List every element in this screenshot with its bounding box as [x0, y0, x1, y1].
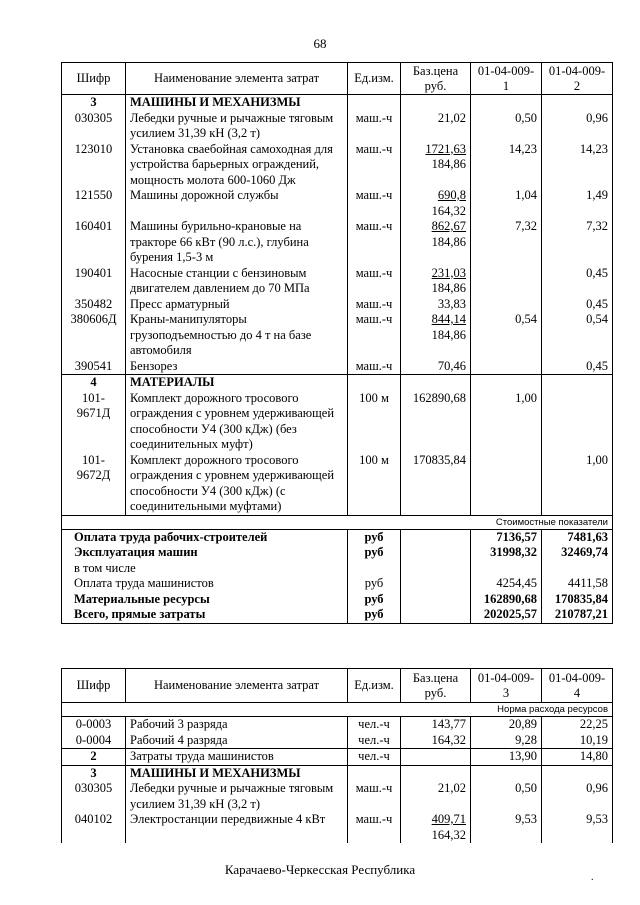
unit-cell: 100 м [348, 453, 401, 516]
header-name: Наименование элемента затрат [126, 63, 348, 95]
unit-cell: руб [348, 576, 401, 592]
price-operator-wage: 184,86 [431, 327, 466, 342]
value-col1: 1,04 [471, 188, 542, 219]
code-cell: 040102 [62, 812, 126, 843]
header-base-price: Баз.цена руб. [401, 669, 471, 703]
value-col1: 20,89 [471, 717, 542, 733]
unit-cell: 100 м [348, 391, 401, 453]
table-row [62, 717, 613, 733]
table-row [62, 391, 613, 453]
name-cell: Лебедки ручные и рычажные тяговым усилием 31,39 кН (3,2 т) [126, 111, 348, 142]
base-price-cell [401, 111, 471, 142]
header-unit: Ед.изм. [348, 63, 401, 95]
name-cell: Бензорез [126, 359, 348, 375]
base-price-cell [401, 453, 471, 516]
totals-label: Эксплуатация машин [62, 545, 348, 561]
header-name: Наименование элемента затрат [126, 669, 348, 703]
materials-section [62, 375, 613, 391]
table-row [62, 312, 613, 359]
value-col1: 9,28 [471, 733, 542, 749]
header-col1: 01-04-009-3 [471, 669, 542, 703]
value-col2: 0,45 [542, 359, 613, 375]
unit-cell: маш.-ч [348, 266, 401, 297]
value-col1: 14,23 [471, 142, 542, 189]
base-price-cell [401, 717, 471, 733]
unit-cell: маш.-ч [348, 312, 401, 359]
machines-section [62, 95, 613, 111]
operator-labor-row [62, 749, 613, 766]
value-col1: 162890,68 [471, 592, 542, 608]
section-header [62, 765, 613, 781]
section-title: МАТЕРИАЛЫ [126, 375, 348, 391]
price-value: 33,83 [437, 296, 466, 311]
price-value: 70,46 [437, 358, 466, 373]
code-cell: 030305 [62, 781, 126, 812]
resource-table-2 [61, 668, 613, 843]
totals-row [62, 561, 613, 577]
value-col2: 0,96 [542, 111, 613, 142]
table-row [62, 453, 613, 516]
base-price-cell [401, 142, 471, 189]
table-row [62, 111, 613, 142]
value-col1 [471, 297, 542, 313]
value-col2: 32469,74 [542, 545, 613, 561]
totals-label: Материальные ресурсы [62, 592, 348, 608]
value-col1: 9,53 [471, 812, 542, 843]
code-cell: 101-9672Д [62, 453, 126, 516]
workers-list [62, 717, 613, 749]
value-col2: 0,45 [542, 266, 613, 297]
section-number: 3 [62, 765, 126, 781]
base-price-cell [401, 812, 471, 843]
name-cell: Рабочий 4 разряда [126, 733, 348, 749]
code-cell: 0-0004 [62, 733, 126, 749]
value-col1: 31998,32 [471, 545, 542, 561]
footer-region: Карачаево-Черкесская Республика [224, 862, 416, 877]
base-price-cell [401, 529, 471, 545]
unit-cell [348, 561, 401, 577]
value-col2 [542, 391, 613, 453]
totals-label: Всего, прямые затраты [62, 607, 348, 623]
value-col2: 14,23 [542, 142, 613, 189]
totals-label: Оплата труда машинистов [62, 576, 348, 592]
base-price-cell [401, 359, 471, 375]
cost-note-row [62, 515, 613, 529]
page-mark: . [591, 872, 594, 883]
base-price-cell [401, 297, 471, 313]
unit-cell: руб [348, 607, 401, 623]
price-operator-wage: 184,86 [431, 281, 466, 295]
name-cell: Установка сваебойная самоходная для устройства барьерных ограждений, мощность молота 600-1060 Дж [126, 142, 348, 189]
norm-note: Норма расхода ресурсов [62, 703, 613, 717]
table-row [62, 812, 613, 843]
value-col2: 170835,84 [542, 592, 613, 608]
price-value: 409,71 [431, 812, 466, 826]
unit-cell: чел.-ч [348, 717, 401, 733]
section-number: 3 [62, 95, 126, 111]
section-number: 4 [62, 375, 126, 391]
unit-cell: чел.-ч [348, 749, 401, 766]
price-value: 862,67 [431, 219, 466, 233]
price-value: 231,03 [431, 265, 466, 280]
header-col1: 01-04-009-1 [471, 63, 542, 95]
unit-cell: руб [348, 592, 401, 608]
base-price-cell [401, 561, 471, 577]
materials-list [62, 391, 613, 516]
value-col2: 9,53 [542, 812, 613, 843]
name-cell: Лебедки ручные и рычажные тяговым усилием 31,39 кН (3,2 т) [126, 781, 348, 812]
section-title: МАШИНЫ И МЕХАНИЗМЫ [126, 95, 348, 111]
value-col2: 7,32 [542, 219, 613, 266]
totals-row [62, 576, 613, 592]
table-row [62, 781, 613, 812]
code-cell: 190401 [62, 266, 126, 297]
totals-row [62, 592, 613, 608]
section-header [62, 375, 613, 391]
value-col2: 10,19 [542, 733, 613, 749]
base-price-cell [401, 781, 471, 812]
name-cell: Электростанции передвижные 4 кВт [126, 812, 348, 843]
value-col1: 13,90 [471, 749, 542, 766]
price-value: 164,32 [431, 732, 466, 747]
section-header [62, 95, 613, 111]
name-cell: Рабочий 3 разряда [126, 717, 348, 733]
price-value: 690,8 [437, 188, 466, 202]
code-cell: 101-9671Д [62, 391, 126, 453]
table-row [62, 219, 613, 266]
name-cell: Комплект дорожного тросового ограждения с уровнем удерживающей способности У4 (300 кДж) (с соединительными муфтами) [126, 453, 348, 516]
header-col2: 01-04-009-2 [542, 63, 613, 95]
unit-cell: руб [348, 529, 401, 545]
totals-row [62, 607, 613, 623]
table-row [62, 142, 613, 189]
price-value: 143,77 [431, 717, 466, 731]
code-cell: 160401 [62, 219, 126, 266]
table-row [62, 266, 613, 297]
section-title: Затраты труда машинистов [126, 749, 348, 766]
section-number: 2 [62, 749, 126, 766]
base-price-cell [401, 219, 471, 266]
code-cell: 123010 [62, 142, 126, 189]
machines-list [62, 781, 613, 843]
totals-list [62, 529, 613, 623]
base-price-cell [401, 733, 471, 749]
value-col1 [471, 561, 542, 577]
price-value: 170835,84 [412, 452, 466, 467]
table-header [62, 669, 613, 703]
table-header [62, 63, 613, 95]
unit-cell: руб [348, 545, 401, 561]
price-operator-wage: 184,86 [431, 234, 466, 249]
name-cell: Пресс арматурный [126, 297, 348, 313]
value-col2: 22,25 [542, 717, 613, 733]
value-col2: 14,80 [542, 749, 613, 766]
unit-cell: чел.-ч [348, 733, 401, 749]
value-col1: 0,50 [471, 781, 542, 812]
value-col2: 1,49 [542, 188, 613, 219]
code-cell: 390541 [62, 359, 126, 375]
table-row [62, 733, 613, 749]
base-price-cell [401, 188, 471, 219]
machines-list [62, 111, 613, 375]
unit-cell: маш.-ч [348, 111, 401, 142]
header-code: Шифр [62, 63, 126, 95]
value-col2: 0,96 [542, 781, 613, 812]
unit-cell: маш.-ч [348, 359, 401, 375]
value-col1: 1,00 [471, 391, 542, 453]
price-value: 162890,68 [412, 390, 466, 405]
unit-cell: маш.-ч [348, 188, 401, 219]
base-price-cell [401, 312, 471, 359]
unit-cell: маш.-ч [348, 812, 401, 843]
cost-note: Стоимостные показатели [62, 515, 613, 529]
base-price-cell [401, 576, 471, 592]
page-number: 68 [313, 36, 327, 51]
base-price-cell [401, 592, 471, 608]
base-price-cell [401, 607, 471, 623]
unit-cell: маш.-ч [348, 781, 401, 812]
value-col1: 7,32 [471, 219, 542, 266]
header-base-price: Баз.цена руб. [401, 63, 471, 95]
code-cell: 030305 [62, 111, 126, 142]
norm-note-row [62, 703, 613, 717]
totals-row [62, 545, 613, 561]
name-cell: Машины бурильно-крановые на тракторе 66 кВт (90 л.с.), глубина бурения 1,5-3 м [126, 219, 348, 266]
value-col2: 0,45 [542, 297, 613, 313]
header-col2: 01-04-009-4 [542, 669, 613, 703]
price-operator-wage: 164,32 [431, 827, 466, 842]
price-operator-wage: 184,86 [431, 157, 466, 171]
value-col2: 0,54 [542, 312, 613, 359]
price-operator-wage: 164,32 [431, 203, 466, 218]
code-cell: 350482 [62, 297, 126, 313]
value-col2: 4411,58 [542, 576, 613, 592]
totals-label: в том числе [62, 561, 348, 577]
value-col1: 0,54 [471, 312, 542, 359]
value-col2 [542, 561, 613, 577]
value-col1 [471, 453, 542, 516]
value-col1 [471, 266, 542, 297]
table-row [62, 188, 613, 219]
name-cell: Машины дорожной службы [126, 188, 348, 219]
name-cell: Комплект дорожного тросового ограждения с уровнем удерживающей способности У4 (300 кДж) (без соединительных муфт) [126, 391, 348, 453]
base-price-cell [401, 545, 471, 561]
section-title: МАШИНЫ И МЕХАНИЗМЫ [126, 765, 348, 781]
value-col1: 202025,57 [471, 607, 542, 623]
name-cell: Насосные станции с бензиновым двигателем давлением до 70 МПа [126, 266, 348, 297]
header-code: Шифр [62, 669, 126, 703]
value-col1 [471, 359, 542, 375]
name-cell: Краны-манипуляторы грузоподъемностью до 4 т на базе автомобиля [126, 312, 348, 359]
unit-cell: маш.-ч [348, 219, 401, 266]
totals-label: Оплата труда рабочих-строителей [62, 529, 348, 545]
base-price-cell [401, 266, 471, 297]
unit-cell: маш.-ч [348, 297, 401, 313]
value-col2: 210787,21 [542, 607, 613, 623]
value-col1: 7136,57 [471, 529, 542, 545]
table-row [62, 359, 613, 375]
code-cell: 0-0003 [62, 717, 126, 733]
price-value: 844,14 [431, 312, 466, 326]
unit-cell: маш.-ч [348, 142, 401, 189]
value-col2: 7481,63 [542, 529, 613, 545]
price-value: 21,02 [437, 110, 466, 125]
value-col1: 4254,45 [471, 576, 542, 592]
table-row [62, 297, 613, 313]
code-cell: 380606Д [62, 312, 126, 359]
price-value: 21,02 [437, 781, 466, 795]
resource-table-1 [61, 62, 613, 624]
code-cell: 121550 [62, 188, 126, 219]
value-col2: 1,00 [542, 453, 613, 516]
value-col1: 0,50 [471, 111, 542, 142]
totals-row [62, 529, 613, 545]
base-price-cell [401, 391, 471, 453]
price-value: 1721,63 [425, 141, 466, 156]
header-unit: Ед.изм. [348, 669, 401, 703]
